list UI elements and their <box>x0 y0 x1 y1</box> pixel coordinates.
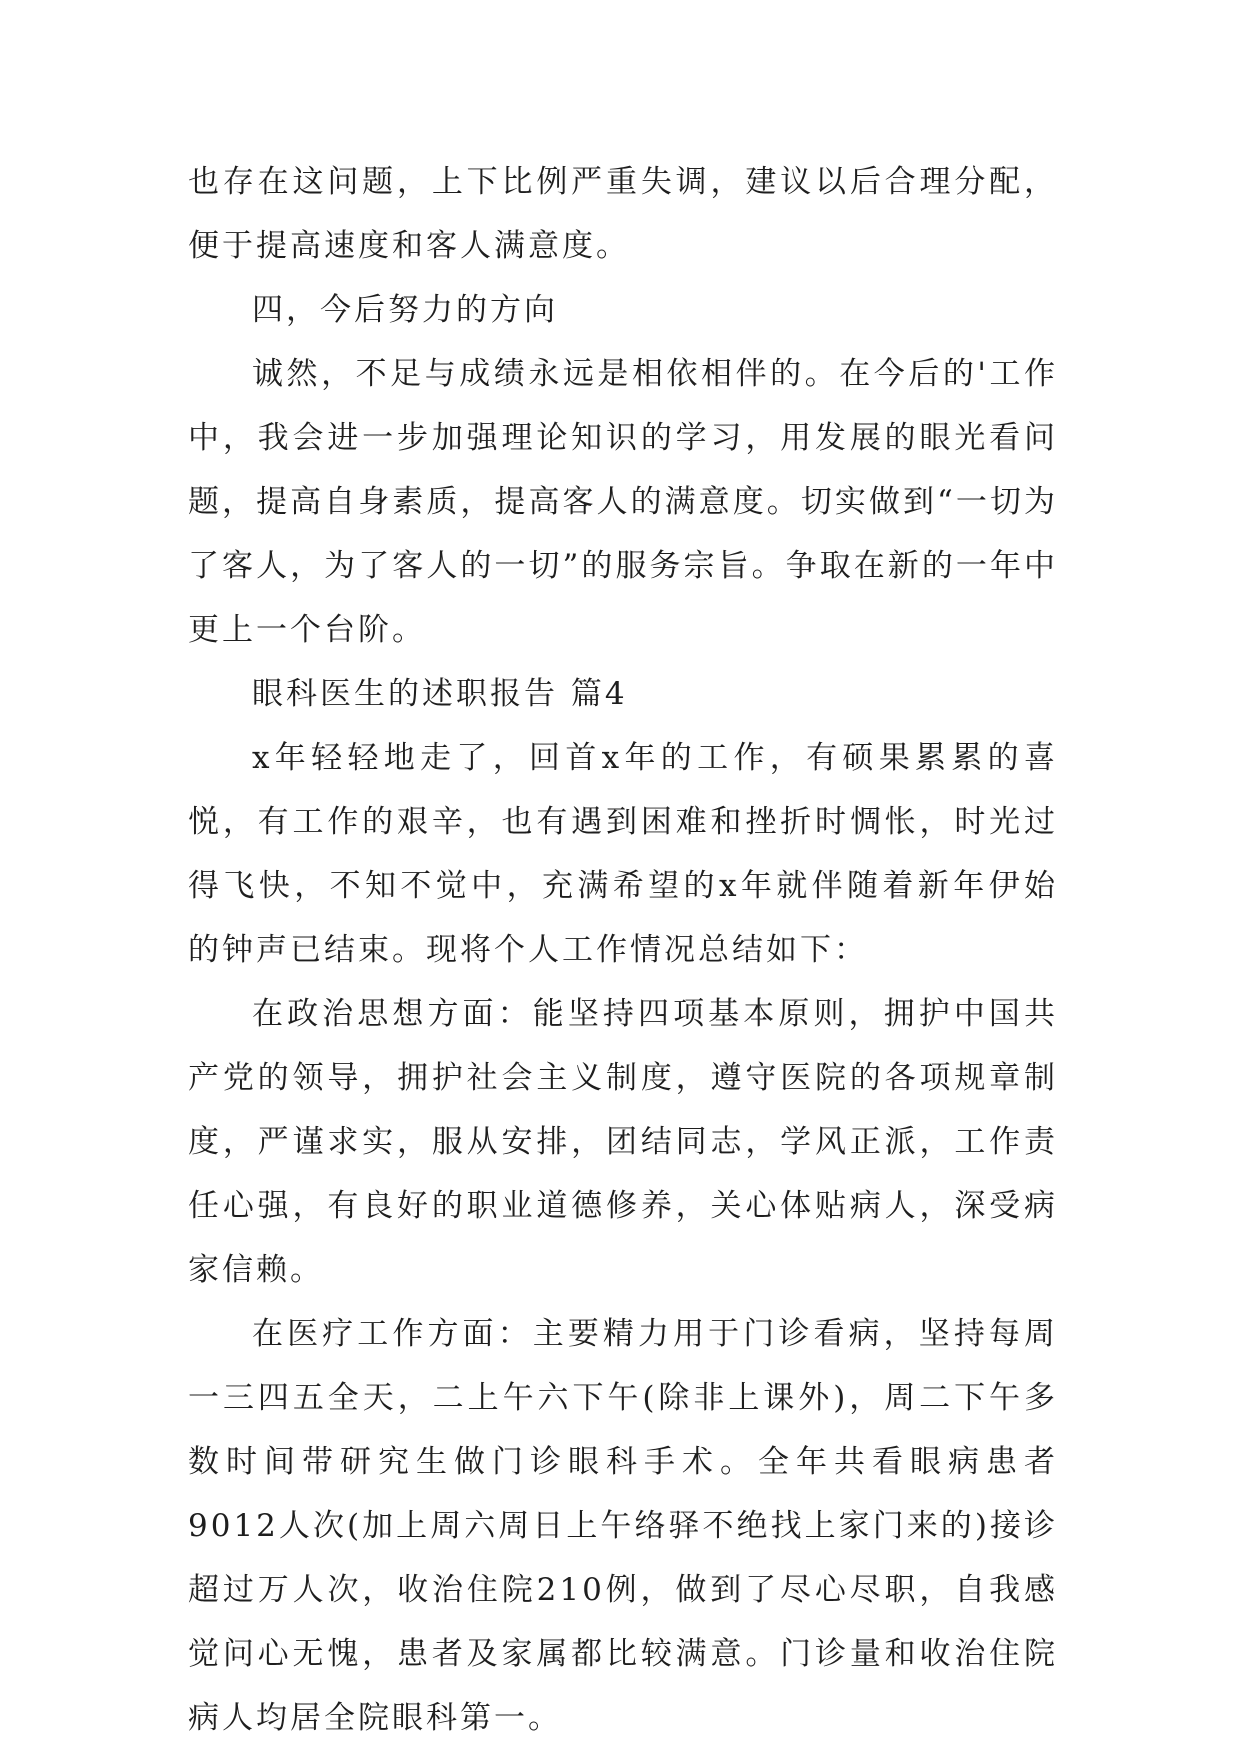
article-title-part-4: 眼科医生的述职报告 篇4 <box>252 676 628 712</box>
paragraph-future-plan: 诚然，不足与成绩永远是相依相伴的。在今后的'工作中，我会进一步加强理论知识的学习，用发展的眼光看问题，提高自身素质，提高客人的满意度。切实做到“一切为了客人，为了客人的一切”的服务宗旨。争取在新的一年中更上一个台阶。 <box>188 356 1058 648</box>
paragraph-political-thought: 在政治思想方面：能坚持四项基本原则，拥护中国共产党的领导，拥护社会主义制度，遵守医院的各项规章制度，严谨求实，服从安排，团结同志，学风正派，工作责任心强，有良好的职业道德修养，关心体贴病人，深受病家信赖。 <box>188 996 1058 1288</box>
paragraph-continuation: 也存在这问题，上下比例严重失调，建议以后合理分配，便于提高速度和客人满意度。 <box>188 164 1058 264</box>
paragraph-year-summary: x年轻轻地走了，回首x年的工作，有硕果累累的喜悦，有工作的艰辛，也有遇到困难和挫折时惆怅，时光过得飞快，不知不觉中，充满希望的x年就伴随着新年伊始的钟声已结束。现将个人工作情况总结如下： <box>188 740 1058 968</box>
paragraph-medical-work: 在医疗工作方面：主要精力用于门诊看病，坚持每周一三四五全天，二上午六下午(除非上课外)，周二下午多数时间带研究生做门诊眼科手术。全年共看眼病患者9012人次(加上周六周日上午络驿不绝找上家门来的)接诊超过万人次，收治住院210例，做到了尽心尽职，自我感觉问心无愧，患者及家属都比较满意。门诊量和收治住院病人均居全院眼科第一。 <box>188 1316 1058 1736</box>
document-body <box>188 150 1058 1750</box>
section-heading-future-direction: 四，今后努力的方向 <box>252 292 558 328</box>
